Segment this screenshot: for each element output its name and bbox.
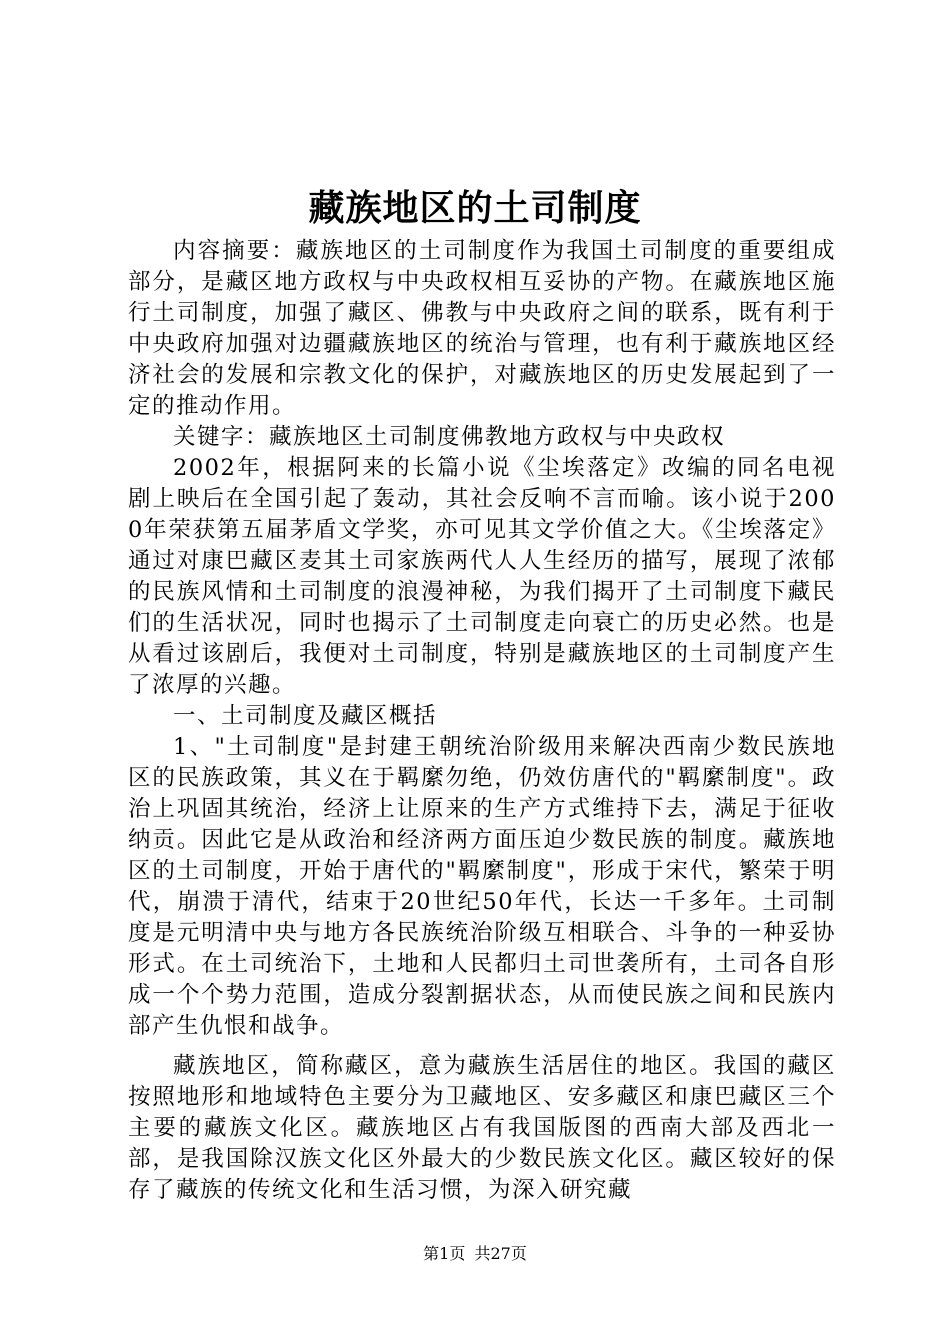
page-title: 藏族地区的土司制度 — [308, 187, 642, 229]
page-total: 共27页 — [474, 1244, 527, 1263]
intro-paragraph: 2002年，根据阿来的长篇小说《尘埃落定》改编的同名电视剧上映后在全国引起了轰动，其社会反响不言而喻。该小说于2000年荣获第五届茅盾文学奖，亦可见其文学价值之大。《尘埃落定》通过对康巴藏区麦其土司家族两代人人生经历的描写，展现了浓郁的民族风情和土司制度的浪漫神秘，为我们揭开了土司制度下藏民们的生活状况，同时也揭示了土司制度走向衰亡的历史必然。也是从看过该剧后，我便对土司制度，特别是藏族地区的土司制度产生了浓厚的兴趣。 — [128, 455, 836, 698]
keywords-paragraph: 关键字：藏族地区土司制度佛教地方政权与中央政权 — [173, 424, 726, 450]
page-number: 第1页 — [423, 1244, 466, 1263]
abstract-paragraph: 内容摘要：藏族地区的土司制度作为我国土司制度的重要组成部分，是藏区地方政权与中央政权相互妥协的产物。在藏族地区施行土司制度，加强了藏区、佛教与中央政府之间的联系，既有利于中央政府加强对边疆藏族地区的统治与管理，也有利于藏族地区经济社会的发展和宗教文化的保护，对藏族地区的历史发展起到了一定的推动作用。 — [128, 238, 836, 419]
document-body — [128, 236, 836, 1206]
body-paragraph: 藏族地区，简称藏区，意为藏族生活居住的地区。我国的藏区按照地形和地域特色主要分为卫藏地区、安多藏区和康巴藏区三个主要的藏族文化区。藏族地区占有我国版图的西南大部及西北一部，是我国除汉族文化区外最大的少数民族文化区。藏区较好的保存了藏族的传统文化和生活习惯，为深入研究藏 — [128, 1053, 836, 1203]
section-heading: 一、土司制度及藏区概括 — [173, 703, 438, 729]
page-footer — [0, 1244, 950, 1264]
body-paragraph: 1、"土司制度"是封建王朝统治阶级用来解决西南少数民族地区的民族政策，其义在于羁縻勿绝，仍效仿唐代的"羁縻制度"。政治上巩固其统治，经济上让原来的生产方式维持下去，满足于征收纳贡。因此它是从政治和经济两方面压迫少数民族的制度。藏族地区的土司制度，开始于唐代的"羁縻制度"，形成于宋代，繁荣于明代，崩溃于清代，结束于20世纪50年代，长达一千多年。土司制度是元明清中央与地方各民族统治阶级互相联合、斗争的一种妥协形式。在土司统治下，土地和人民都归土司世袭所有，土司各自形成一个个势力范围，造成分裂割据状态，从而使民族之间和民族内部产生仇恨和战争。 — [128, 734, 836, 1039]
